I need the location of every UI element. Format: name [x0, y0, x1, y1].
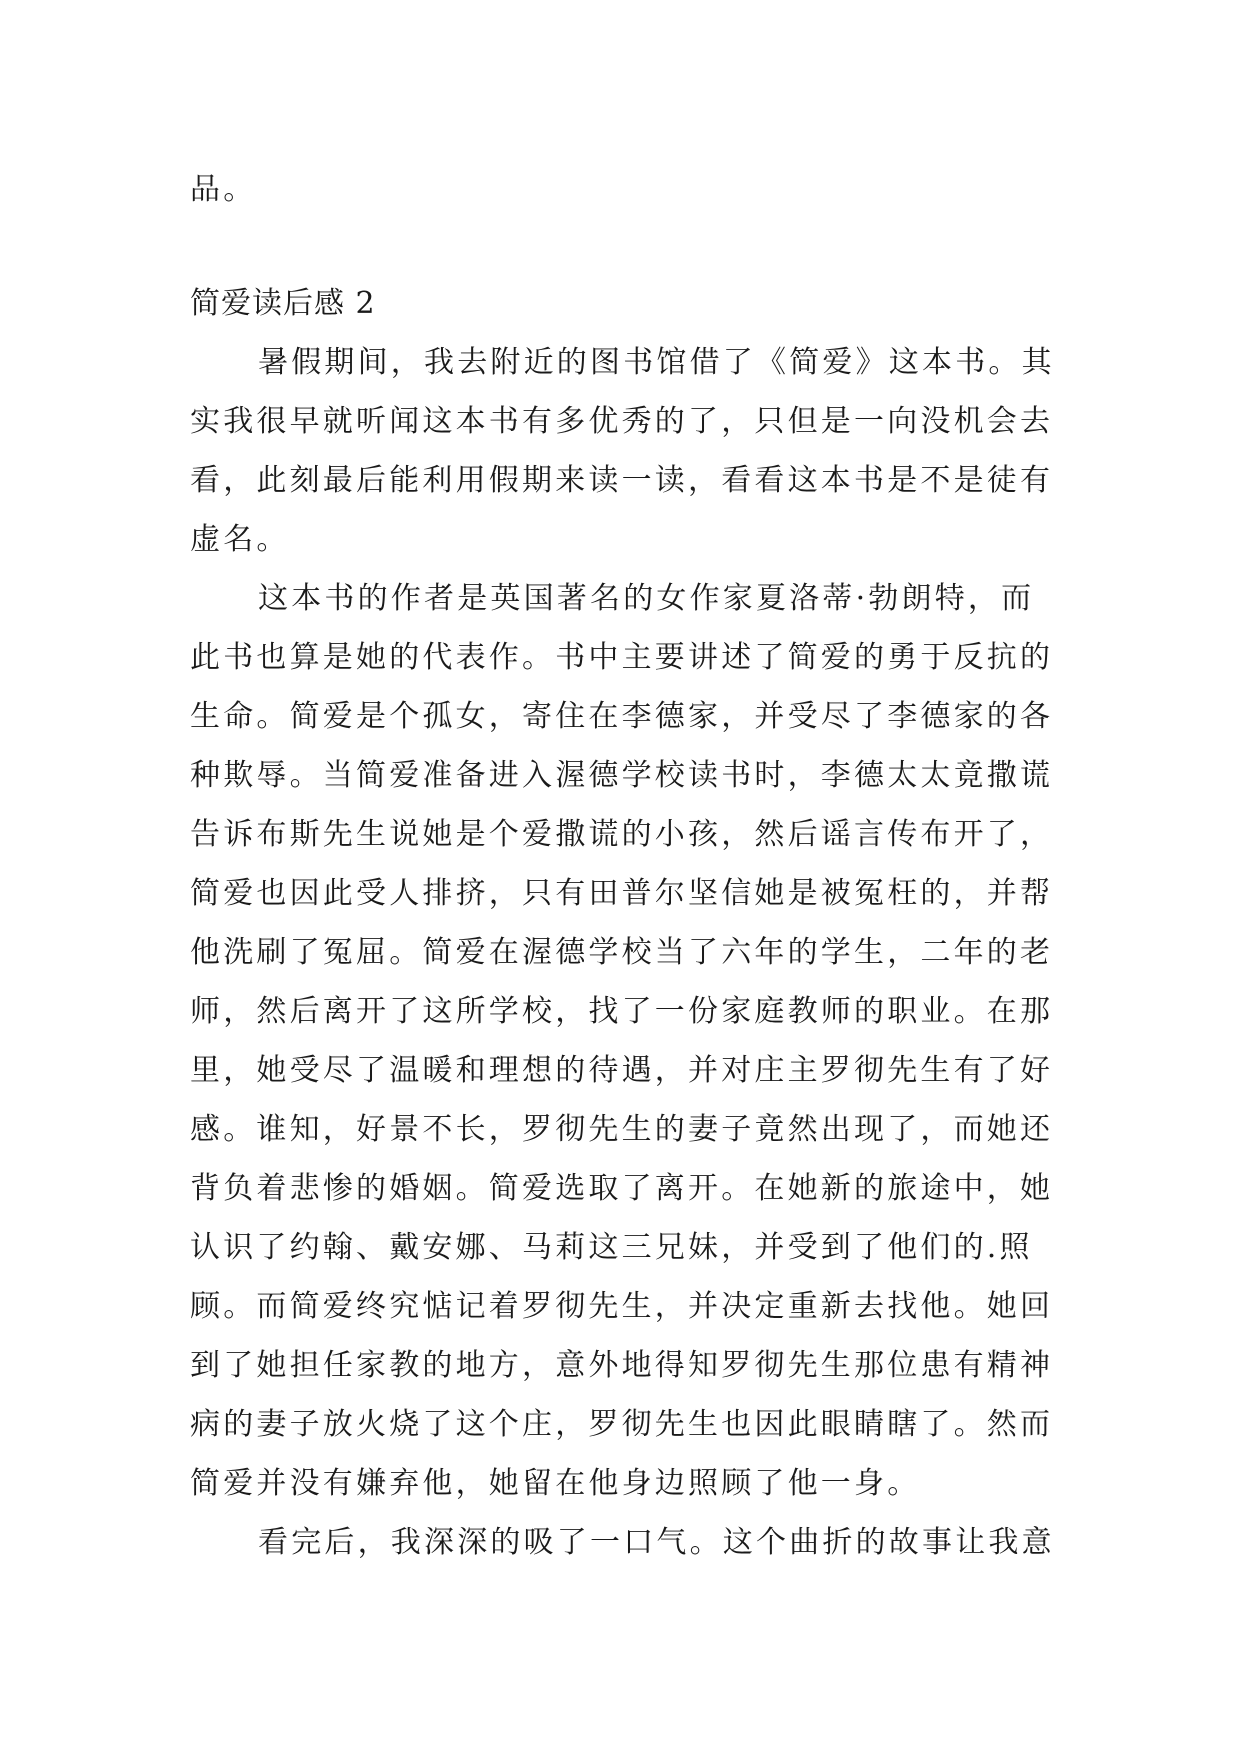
text-line: 顾。而简爱终究惦记着罗彻先生，并决定重新去找他。她回 — [190, 1289, 1054, 1324]
text-line: 生命。简爱是个孤女，寄住在李德家，并受尽了李德家的各 — [190, 699, 1054, 734]
text-line: 此书也算是她的代表作。书中主要讲述了简爱的勇于反抗的 — [190, 640, 1054, 675]
text-line: 看，此刻最后能利用假期来读一读，看看这本书是不是徒有 — [190, 463, 1054, 498]
text-line: 简爱并没有嫌弃他，她留在他身边照顾了他一身。 — [190, 1466, 921, 1501]
text-line: 虚名。 — [190, 522, 290, 557]
text-line: 简爱也因此受人排挤，只有田普尔坚信她是被冤枉的，并帮 — [190, 876, 1054, 911]
text-line: 品。 — [190, 172, 257, 207]
essay-heading: 简爱读后感 2 — [190, 286, 376, 321]
paragraph — [190, 333, 1070, 569]
text-line: 感。谁知，好景不长，罗彻先生的妻子竟然出现了，而她还 — [190, 1112, 1054, 1147]
text-line: 背负着悲惨的婚姻。简爱选取了离开。在她新的旅途中，她 — [190, 1171, 1054, 1206]
essay-heading-block — [190, 274, 1070, 333]
text-line: 师，然后离开了这所学校，找了一份家庭教师的职业。在那 — [190, 994, 1054, 1029]
paragraph — [190, 1513, 1070, 1572]
text-line: 这本书的作者是英国著名的女作家夏洛蒂·勃朗特，而 — [258, 581, 1035, 616]
text-line: 他洗刷了冤屈。简爱在渥德学校当了六年的学生，二年的老 — [190, 935, 1054, 970]
continuation-text — [190, 160, 1070, 219]
text-line: 病的妻子放火烧了这个庄，罗彻先生也因此眼睛瞎了。然而 — [190, 1407, 1054, 1442]
text-line: 看完后，我深深的吸了一口气。这个曲折的故事让我意 — [258, 1525, 1055, 1560]
text-line: 认识了约翰、戴安娜、马莉这三兄妹，并受到了他们的.照 — [190, 1230, 1033, 1265]
text-line: 到了她担任家教的地方，意外地得知罗彻先生那位患有精神 — [190, 1348, 1054, 1383]
text-line: 告诉布斯先生说她是个爱撒谎的小孩，然后谣言传布开了， — [190, 817, 1054, 852]
text-line: 种欺辱。当简爱准备进入渥德学校读书时，李德太太竟撒谎 — [190, 758, 1054, 793]
text-line: 实我很早就听闻这本书有多优秀的了，只但是一向没机会去 — [190, 404, 1054, 439]
paragraph — [190, 569, 1070, 1513]
text-line: 里，她受尽了温暖和理想的待遇，并对庄主罗彻先生有了好 — [190, 1053, 1054, 1088]
text-line: 暑假期间，我去附近的图书馆借了《简爱》这本书。其 — [258, 345, 1055, 380]
essay-body — [190, 333, 1070, 1572]
